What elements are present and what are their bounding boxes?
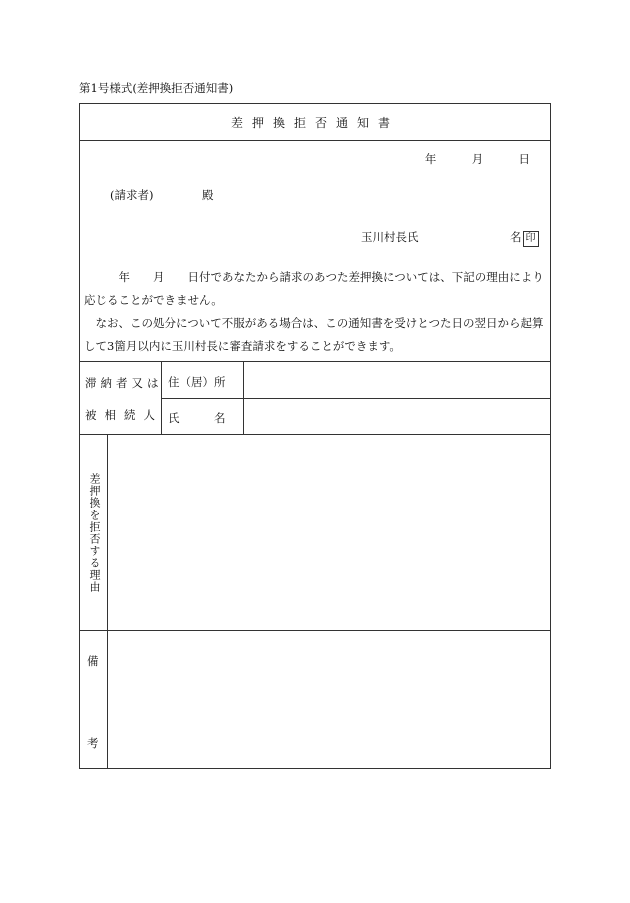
notes-label-bottom: 考	[87, 736, 99, 750]
date-month: 月	[471, 152, 484, 166]
issuer-name-field	[510, 229, 539, 247]
notes-label-top: 備	[87, 654, 99, 668]
date-year: 年	[424, 152, 437, 166]
document-title: 差押換拒否通知書	[80, 104, 550, 141]
notice-paragraph-2: なお、この処分について不服がある場合は、この通知書を受けとつた日の翌日から起算して3箇月以内に玉川村長に審査請求をすることができます。	[84, 316, 544, 353]
taxpayer-label-line2: 被相続人	[85, 408, 163, 422]
form-number-label: 第1号様式(差押換拒否通知書)	[79, 81, 234, 95]
taxpayer-label-cell	[80, 362, 162, 434]
recipient-honorific: 殿	[202, 188, 214, 202]
reason-section	[80, 435, 550, 631]
notice-paragraph-1: 年 月 日付であなたから請求のあつた差押換については、下記の理由により応じることができません。	[84, 270, 544, 307]
issuer-title: 玉川村長氏	[361, 230, 419, 244]
seal-mark: 印	[523, 231, 539, 247]
date-day: 日	[518, 152, 530, 166]
date-line	[425, 151, 530, 167]
notes-label-cell	[80, 631, 108, 768]
recipient-label: (請求者)	[110, 188, 154, 202]
notice-form	[79, 103, 551, 769]
name-label: 氏 名	[168, 411, 226, 425]
taxpayer-divider	[162, 398, 550, 399]
issuer-name-suffix: 名	[510, 230, 522, 244]
reason-label: 差押換を拒否する理由	[88, 473, 101, 593]
taxpayer-section	[80, 362, 550, 435]
reason-label-cell	[80, 435, 108, 630]
address-label: 住（居）所	[168, 375, 226, 389]
notes-section	[80, 631, 550, 768]
taxpayer-label-line1: 滞納者又は	[85, 376, 163, 390]
notice-body	[80, 141, 550, 362]
